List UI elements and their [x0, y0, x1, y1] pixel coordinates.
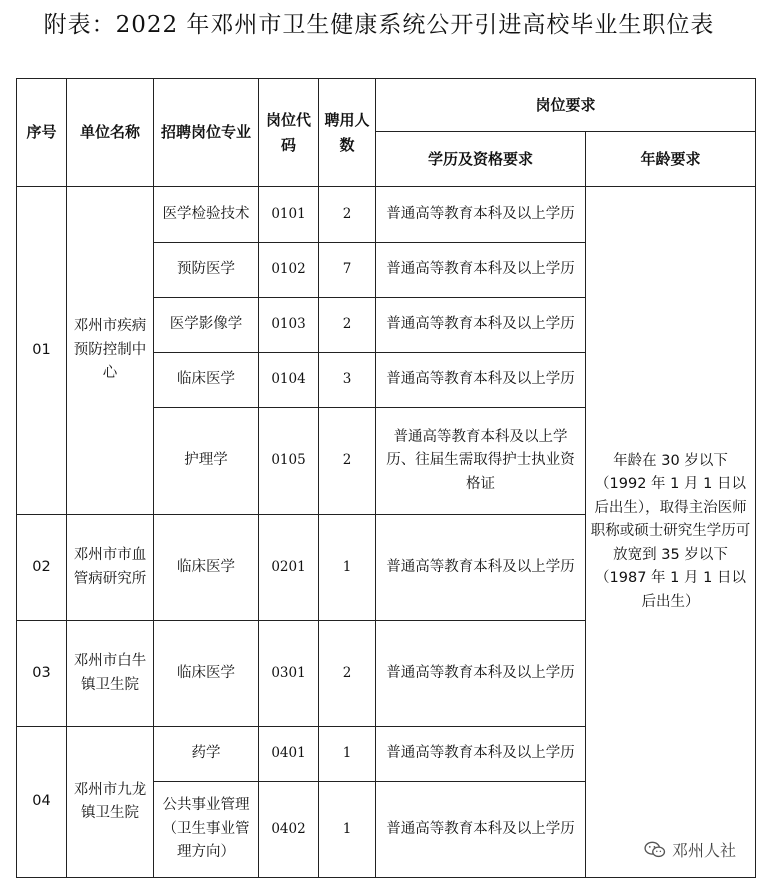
education-cell: 普通高等教育本科及以上学历 [376, 621, 586, 727]
header-education: 学历及资格要求 [376, 132, 586, 187]
education-cell: 普通高等教育本科及以上学历 [376, 515, 586, 621]
header-unit: 单位名称 [67, 79, 154, 187]
education-cell: 普通高等教育本科及以上学历 [376, 298, 586, 353]
major-cell: 医学影像学 [154, 298, 259, 353]
major-cell: 临床医学 [154, 515, 259, 621]
count-cell: 1 [319, 727, 376, 782]
code-cell: 0102 [259, 243, 319, 298]
seq-cell: 01 [17, 187, 67, 515]
major-cell: 临床医学 [154, 621, 259, 727]
header-count: 聘用人数 [319, 79, 376, 187]
code-cell: 0101 [259, 187, 319, 243]
seq-cell: 03 [17, 621, 67, 727]
header-requirements: 岗位要求 [376, 79, 756, 132]
code-cell: 0402 [259, 782, 319, 878]
header-age: 年龄要求 [586, 132, 756, 187]
count-cell: 2 [319, 298, 376, 353]
seq-cell: 04 [17, 727, 67, 878]
count-cell: 2 [319, 187, 376, 243]
code-cell: 0103 [259, 298, 319, 353]
major-cell: 护理学 [154, 408, 259, 515]
major-cell: 药学 [154, 727, 259, 782]
wechat-icon [644, 841, 666, 859]
education-cell: 普通高等教育本科及以上学历、往届生需取得护士执业资格证 [376, 408, 586, 515]
count-cell: 3 [319, 353, 376, 408]
code-cell: 0301 [259, 621, 319, 727]
major-cell: 临床医学 [154, 353, 259, 408]
table-row [17, 187, 756, 243]
unit-name-cell: 邓州市白牛镇卫生院 [67, 621, 154, 727]
education-cell: 普通高等教育本科及以上学历 [376, 187, 586, 243]
watermark-text: 邓州人社 [671, 841, 736, 860]
page-title: 附表：2022 年邓州市卫生健康系统公开引进高校毕业生职位表 [43, 12, 715, 38]
education-cell: 普通高等教育本科及以上学历 [376, 782, 586, 878]
education-cell: 普通高等教育本科及以上学历 [376, 243, 586, 298]
major-cell: 预防医学 [154, 243, 259, 298]
count-cell: 1 [319, 782, 376, 878]
age-requirement-cell: 年龄在 30 岁以下（1992 年 1 月 1 日以后出生），取得主治医师职称或硕士研究生学历可放宽到 35 岁以下（1987 年 1 月 1 日以后出生） [586, 187, 756, 878]
header-major: 招聘岗位专业 [154, 79, 259, 187]
count-cell: 7 [319, 243, 376, 298]
unit-name-cell: 邓州市市血管病研究所 [67, 515, 154, 621]
major-cell: 医学检验技术 [154, 187, 259, 243]
code-cell: 0401 [259, 727, 319, 782]
education-cell: 普通高等教育本科及以上学历 [376, 727, 586, 782]
education-cell: 普通高等教育本科及以上学历 [376, 353, 586, 408]
code-cell: 0201 [259, 515, 319, 621]
unit-name-cell: 邓州市疾病预防控制中心 [67, 187, 154, 515]
header-code: 岗位代码 [259, 79, 319, 187]
code-cell: 0104 [259, 353, 319, 408]
code-cell: 0105 [259, 408, 319, 515]
major-cell: 公共事业管理（卫生事业管理方向） [154, 782, 259, 878]
count-cell: 2 [319, 621, 376, 727]
count-cell: 1 [319, 515, 376, 621]
watermark [640, 838, 740, 861]
seq-cell: 02 [17, 515, 67, 621]
count-cell: 2 [319, 408, 376, 515]
unit-name-cell: 邓州市九龙镇卫生院 [67, 727, 154, 878]
header-seq: 序号 [17, 79, 67, 187]
positions-table [16, 78, 756, 878]
